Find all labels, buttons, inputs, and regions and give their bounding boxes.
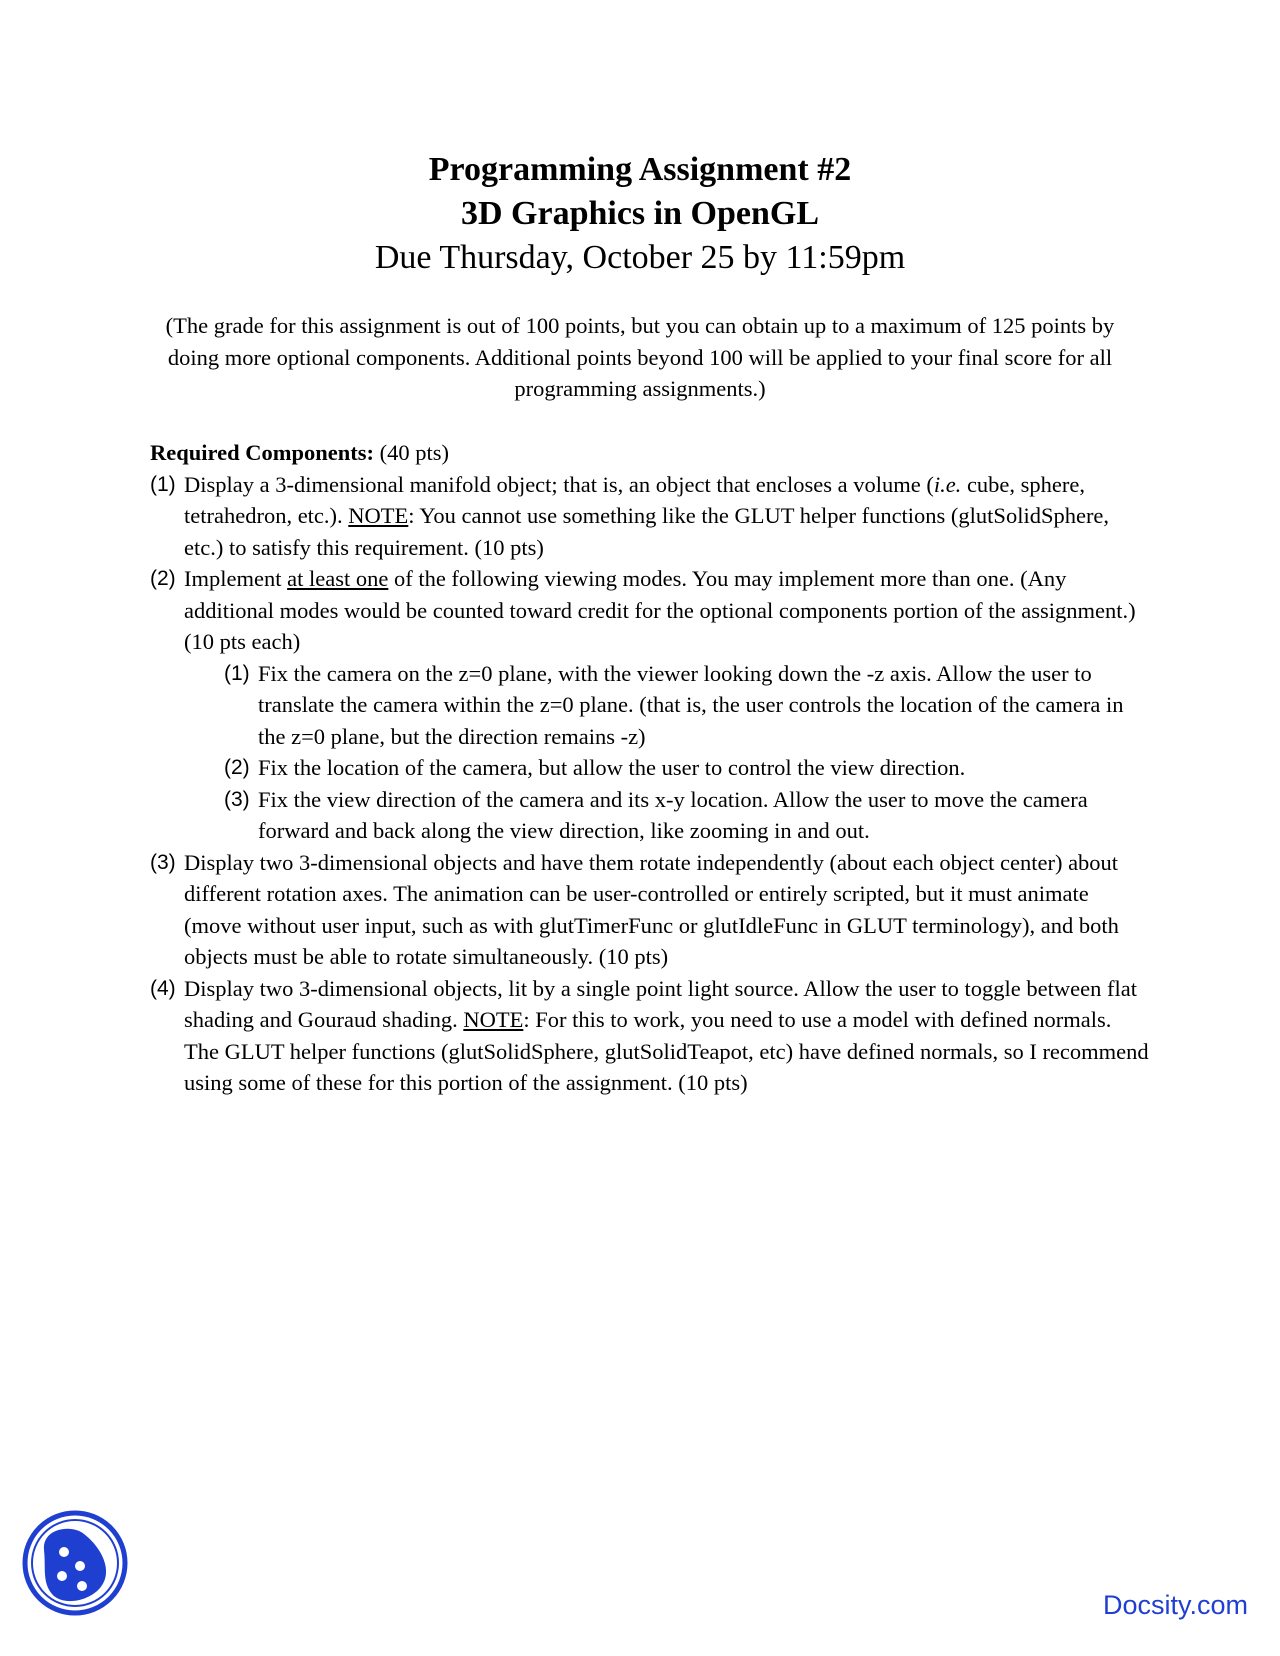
sub-item-number: (1)	[224, 661, 250, 685]
item-text-italic: i.e.	[933, 471, 962, 497]
list-item	[150, 973, 1150, 1099]
item-text: Display two 3-dimensional objects and have them rotate independently (about each object center) about different rotation axes. The animation can be user-controlled or entirely scripted, but it must animate (move without user input, such as with glutTimerFunc or glutIdleFunc in GLUT terminology), and both objects must be able to rotate simultaneously. (10 pts)	[184, 849, 1119, 969]
sub-item-text: Fix the location of the camera, but allow the user to control the view direction.	[258, 755, 966, 780]
item-text: cube, sphere, tetrahedron, etc.).	[184, 471, 1086, 528]
due-date: Due Thursday, October 25 by 11:59pm	[374, 239, 906, 276]
brand-link[interactable]: Docsity.com	[1102, 1590, 1248, 1620]
sub-item-text: Fix the camera on the z=0 plane, with the viewer looking down the -z axis. Allow the user to translate the camera within the z=0 plane. (that is, the user controls the location of the camera in the z=0 plane, but the direction remains -z)	[258, 660, 1124, 749]
item-number: (2)	[150, 567, 176, 590]
item-text: of the following viewing modes. You may implement more than one. (Any additional modes would be counted toward credit for the optional components portion of the assignment.) (10 pts each)	[184, 566, 1136, 654]
item-number: (4)	[150, 976, 176, 1000]
title-block	[0, 148, 1280, 280]
note-label: NOTE	[463, 1007, 524, 1032]
list-item	[150, 469, 1150, 564]
item-text: Display two 3-dimensional objects, lit by a single point light source. Allow the user to toggle between flat shading and Gouraud shading.	[184, 975, 1137, 1032]
required-heading	[150, 437, 1150, 469]
item-text: : For this to work, you need to use a model with defined normals. The GLUT helper functions (glutSolidSphere, glutSolidTeapot, etc) have defined normals, so I recommend using some of these for this portion of the assignment. (10 pts)	[184, 1007, 1149, 1095]
list-item	[150, 563, 1150, 658]
required-heading-points: (40 pts)	[379, 440, 449, 465]
item-number: (3)	[150, 850, 176, 874]
note-label: NOTE	[348, 503, 409, 528]
required-components-section	[150, 437, 1150, 1099]
sub-list-item	[224, 752, 1150, 784]
item-text: : You cannot use something like the GLUT helper functions (glutSolidSphere, etc.) to satisfy this requirement. (10 pts)	[184, 503, 1110, 560]
docsity-logo-icon[interactable]	[22, 1510, 128, 1616]
item-number: (1)	[150, 472, 176, 496]
sub-item-number: (2)	[224, 756, 250, 779]
item-text: Display a 3-dimensional manifold object; that is, an object that encloses a volume (	[184, 471, 934, 497]
required-heading-label: Required Components:	[150, 440, 374, 465]
emphasis-underline: at least one	[287, 566, 389, 591]
list-item	[150, 847, 1150, 973]
sub-item-text: Fix the view direction of the camera and its x-y location. Allow the user to move the camera forward and back along the view direction, like zooming in and out.	[258, 786, 1088, 843]
grading-note: (The grade for this assignment is out of 100 points, but you can obtain up to a maximum of 125 points by doing more optional components. Additional points beyond 100 will be applied to your final score for all programming assignments.)	[165, 313, 1115, 401]
sub-item-number: (3)	[224, 787, 250, 811]
assignment-subtitle: 3D Graphics in OpenGL	[460, 195, 819, 232]
assignment-title: Programming Assignment #2	[428, 151, 852, 188]
sub-list-item	[224, 658, 1150, 753]
sub-list-item	[224, 784, 1150, 847]
item-text: Implement	[184, 566, 288, 591]
